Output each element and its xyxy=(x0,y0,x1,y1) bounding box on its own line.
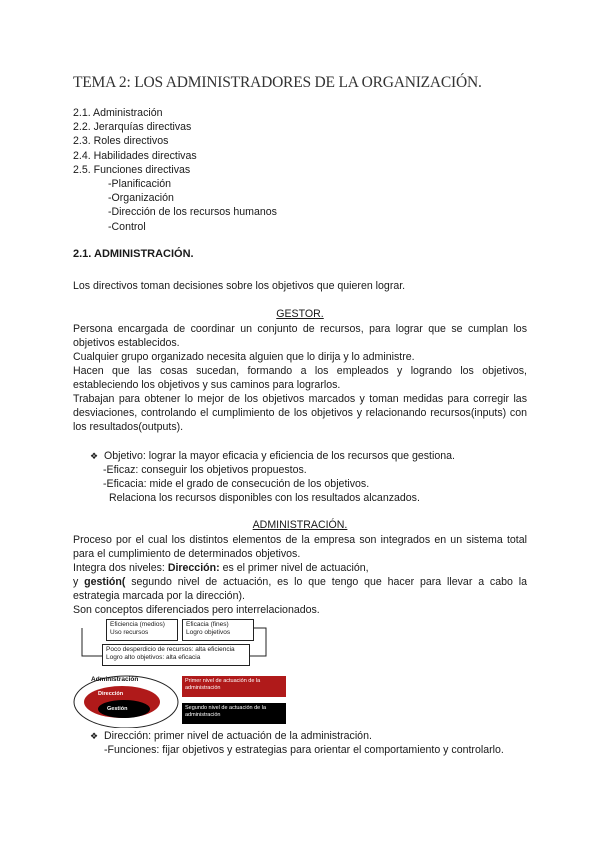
primer-nivel-note: Primer nivel de actuación de la administración xyxy=(182,676,286,697)
gestor-paragraph: Persona encargada de coordinar un conjunto de recursos, para lograr que se cumplan los objetivos establecidos. xyxy=(73,323,527,349)
bullet-text: Dirección: primer nivel de actuación de la administración. xyxy=(104,730,372,742)
box-text: Logro objetivos xyxy=(186,629,231,636)
diamond-bullet-icon: ❖ xyxy=(90,451,99,461)
box-text: Logro alto objetivos: alta eficacia xyxy=(106,654,201,661)
toc-item: 2.5. Funciones directivas xyxy=(73,163,191,176)
intro-paragraph: Los directivos toman decisiones sobre los objetivos que quieren lograr. xyxy=(73,280,406,292)
gestion-label: Gestión xyxy=(107,706,128,712)
direccion-bullet xyxy=(90,729,372,743)
toc-subitem: -Planificación xyxy=(108,178,172,191)
bold-term: Dirección: xyxy=(167,562,220,574)
diamond-bullet-icon: ❖ xyxy=(90,731,99,741)
eficacia-line: -Eficacia: mide el grado de consecución de los objetivos. xyxy=(103,478,370,490)
result-box xyxy=(102,644,250,666)
gestor-title: GESTOR. xyxy=(276,308,324,320)
relaciona-line: Relaciona los recursos disponibles con los resultados alcanzados. xyxy=(109,492,420,504)
eficacia-box xyxy=(182,619,254,641)
eficiencia-box xyxy=(106,619,178,641)
toc-subitem: -Dirección de los recursos humanos xyxy=(108,206,277,219)
toc-item: 2.2. Jerarquías directivas xyxy=(73,121,192,134)
administracion-paragraph: Son conceptos diferenciados pero interrelacionados. xyxy=(73,604,320,616)
document-title: TEMA 2: LOS ADMINISTRADORES DE LA ORGANIZACIÓN. xyxy=(73,74,482,91)
direccion-label: Dirección xyxy=(98,691,124,697)
gestor-paragraph: Hacen que las cosas sucedan, formando a los empleados y logrando los objetivos, estableciendo los objetivos y sus caminos para lograrlos. xyxy=(73,365,527,391)
text-segment: y xyxy=(73,576,85,588)
funciones-paragraph: -Funciones: fijar objetivos y estrategias para orientar el comportamiento y controlarlo. xyxy=(104,744,504,756)
objetivo-bullet xyxy=(90,449,455,463)
eficaz-line: -Eficaz: conseguir los objetivos propuestos. xyxy=(103,464,307,476)
bullet-text: Objetivo: lograr la mayor eficacia y eficiencia de los recursos que gestiona. xyxy=(104,450,455,462)
gestor-paragraph: Cualquier grupo organizado necesita alguien que lo dirija y lo administre. xyxy=(73,351,415,363)
text-segment: Integra dos niveles: xyxy=(73,562,168,574)
text-segment: segundo nivel de actuación, es lo que tengo que hacer para llevar a cabo la estrategia marcada por la dirección). xyxy=(73,576,527,602)
administracion-paragraph: Proceso por el cual los distintos elementos de la empresa son integrados en un sistema total para el cumplimiento de determinados objetivos. xyxy=(73,534,527,560)
box-text: Eficacia (fines) xyxy=(186,621,229,628)
text-segment: es el primer nivel de actuación, xyxy=(219,562,369,574)
toc-subitem: -Organización xyxy=(108,192,174,205)
table-of-contents xyxy=(73,106,277,234)
section-heading: 2.1. ADMINISTRACIÓN. xyxy=(73,248,194,260)
gestor-paragraph: Trabajan para obtener lo mejor de los objetivos marcados y toman medidas para corregir las desviaciones, controlando el cumplimiento de los objetivos y relacionando recursos(inputs) con los resultados(outputs). xyxy=(73,393,527,433)
toc-item: 2.4. Habilidades directivas xyxy=(73,149,197,162)
segundo-nivel-note: Segundo nivel de actuación de la administración xyxy=(182,703,286,724)
toc-item: 2.3. Roles directivos xyxy=(73,135,169,148)
box-text: Eficiencia (medios) xyxy=(110,621,165,628)
toc-item: 2.1. Administración xyxy=(73,107,163,119)
administracion-label: Administración xyxy=(91,676,139,683)
box-text: Uso recursos xyxy=(110,629,149,636)
box-text: Poco desperdicio de recursos: alta eficiencia xyxy=(106,646,235,653)
administracion-paragraph xyxy=(73,561,527,575)
administracion-paragraph xyxy=(73,575,527,603)
administracion-title: ADMINISTRACIÓN. xyxy=(252,519,348,531)
toc-subitem: -Control xyxy=(108,220,146,233)
bold-term: gestión( xyxy=(84,576,126,588)
